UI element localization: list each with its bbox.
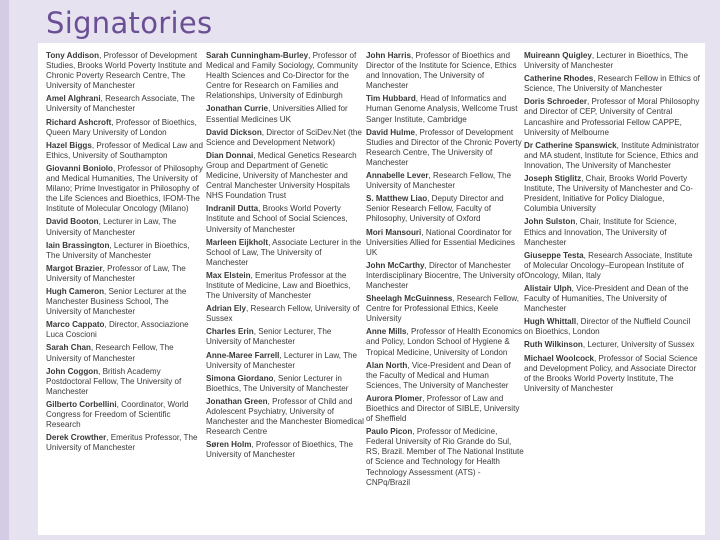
signatories-column-2: [206, 51, 364, 463]
signatory-entry: Giuseppe Testa, Research Associate, Institute of Molecular Oncology–European Institute of Oncology, Milan, Italy: [524, 250, 693, 280]
signatory-name: Giovanni Boniolo: [46, 163, 113, 173]
signatory-role: Professor of Law and Bioethics and Director of SIBLE, University of Sheffield: [366, 393, 520, 424]
signatory-entry: Paulo Picon, Professor of Medicine, Federal University of Rio Grande do Sul, RS, Brazil. Member of The National Institute of Science and Technology for Health Technology Assessment (ATS) - CNPq/Brazil: [366, 427, 524, 487]
signatory-name: Marleen Eijkholt: [206, 237, 269, 247]
signatory-role: Professor of Development Studies and Director of the Chronic Poverty Research Centre, The University of Manchester: [366, 127, 522, 167]
signatory-role: Vice-President and Dean of the Faculty of Humanities, The University of Manchester: [524, 283, 689, 314]
signatory-name: Indranil Dutta: [206, 204, 259, 214]
signatory-name: Charles Erin: [206, 327, 254, 337]
signatory-entry: Hugh Cameron, Senior Lecturer at the Manchester Business School, The University of Manchester: [46, 286, 187, 317]
signatory-name: John McCarthy: [366, 260, 425, 270]
signatory-name: Tony Addison: [46, 51, 100, 60]
signatory-role: National Coordinator for Universities Allied for Essential Medicines UK: [366, 227, 515, 257]
signatory-role: Professor of Medical Law and Ethics, University of Southampton: [46, 140, 204, 160]
signatory-role: Professor of Moral Philosophy and Director of CEP, University of Central Lancashire and Professorial Fellow CAPPE, University of Melbourne: [524, 97, 700, 137]
page-title: Signatories: [46, 6, 213, 40]
signatory-name: Simona Giordano: [206, 373, 274, 383]
signatory-name: Doris Schroeder: [524, 97, 587, 107]
signatory-name: Amel Alghrani: [46, 94, 101, 104]
signatories-column-4: [524, 51, 700, 397]
signatory-entry: Derek Crowther, Emeritus Professor, The University of Manchester: [46, 433, 198, 453]
signatory-entry: Marco Cappato, Director, Associazione Luca Coscioni: [46, 320, 189, 340]
signatory-entry: Joseph Stiglitz, Chair, Brooks World Poverty Institute, The University of Manchester and Co-President, Initiative for Policy Dialogue, Columbia University: [524, 174, 693, 214]
signatory-role: Professor of Bioethics and Director of the Institute for Science, Ethics and Innovation, The University of Manchester: [366, 51, 517, 91]
signatory-entry: Tim Hubbard, Head of Informatics and Human Genome Analysis, Wellcome Trust Sanger Institute, Cambridge: [366, 94, 518, 124]
signatory-role: Chair, Brooks World Poverty Institute, The University of Manchester and Co-President, Initiative for Policy Dialogue, Columbia University: [524, 174, 693, 214]
signatory-entry: Indranil Dutta, Brooks World Poverty Institute and School of Social Sciences, University of Manchester: [206, 204, 348, 234]
signatory-entry: Alan North, Vice-President and Dean of the Faculty of Medical and Human Sciences, The University of Manchester: [366, 360, 511, 390]
signatory-name: Dian Donnai: [206, 150, 254, 160]
signatory-name: Muireann Quigley: [524, 51, 592, 60]
signatory-entry: Mori Mansouri, National Coordinator for Universities Allied for Essential Medicines UK: [366, 227, 515, 257]
signatory-role: Senior Lecturer, The University of Manchester: [206, 327, 332, 347]
signatory-role: Research Fellow in Ethics of Science, The University of Manchester: [524, 74, 700, 94]
signatory-entry: John McCarthy, Director of Manchester Interdisciplinary Biocentre, The University of Manchester: [366, 260, 524, 290]
signatory-name: Hazel Biggs: [46, 140, 92, 150]
signatory-entry: Jonathan Green, Professor of Child and Adolescent Psychiatry, University of Manchester and the Manchester Biomedical Research Centre: [206, 396, 364, 437]
signatory-name: Dr Catherine Spanswick: [524, 140, 617, 150]
signatory-role: Research Fellow, The University of Manchester: [46, 343, 174, 363]
signatory-entry: Sarah Chan, Research Fellow, The University of Manchester: [46, 343, 174, 363]
signatory-name: David Hulme: [366, 127, 416, 137]
signatory-name: Sarah Cunningham-Burley: [206, 51, 309, 60]
signatory-name: David Dickson: [206, 127, 262, 137]
signatory-name: Annabelle Lever: [366, 171, 429, 181]
signatory-name: Sheelagh McGuinness: [366, 294, 453, 304]
signatory-role: Professor of Medicine, Federal University of Rio Grande do Sul, RS, Brazil. Member of The National Institute of Science and Technology for Health Technology Assessment (ATS) - CNPq/Brazil: [366, 427, 524, 487]
signatory-name: S. Matthew Liao: [366, 194, 428, 204]
signatory-entry: Anne Mills, Professor of Health Economics and Policy, London School of Hygiene & Tropical Medicine, University of London: [366, 327, 523, 357]
signatory-role: Research Fellow, Centre for Professional Ethics, Keele University: [366, 294, 519, 324]
signatory-name: Michael Woolcock: [524, 353, 595, 363]
signatory-name: Alistair Ulph: [524, 283, 572, 293]
signatory-entry: Giovanni Boniolo, Professor of Philosophy and Medical Humanities, The University of Milano; Prime Investigator in Philosophy of the Life Sciences and Bioethics, IFOM-The Institute of Molecular Oncology (Milano): [46, 163, 203, 214]
signatory-role: Professor of Philosophy and Medical Humanities, The University of Milano; Prime Investigator in Philosophy of the Life Sciences and Bioethics, IFOM-The Institute of Molecular Oncology (Milano): [46, 163, 203, 214]
signatory-role: Emeritus Professor at the Institute of Medicine, Law and Bioethics, The University of Manchester: [206, 270, 351, 301]
signatory-role: Senior Lecturer at the Manchester Business School, The University of Manchester: [46, 286, 187, 317]
signatory-entry: Annabelle Lever, Research Fellow, The University of Manchester: [366, 171, 512, 191]
signatory-role: Deputy Director and Senior Research Fellow, Faculty of Philosophy, University of Oxford: [366, 194, 504, 224]
signatory-name: Adrian Ely: [206, 304, 247, 314]
signatory-entry: Doris Schroeder, Professor of Moral Philosophy and Director of CEP, University of Central Lancashire and Professorial Fellow CAPPE, University of Melbourne: [524, 97, 700, 137]
signatory-name: Catherine Rhodes: [524, 74, 594, 84]
signatory-entry: Sheelagh McGuinness, Research Fellow, Centre for Professional Ethics, Keele University: [366, 294, 519, 324]
signatory-role: Universities Allied for Essential Medicines UK: [206, 104, 348, 124]
signatory-role: Head of Informatics and Human Genome Analysis, Wellcome Trust Sanger Institute, Cambridge: [366, 94, 518, 124]
signatory-role: Professor of Child and Adolescent Psychiatry, University of Manchester and the Manchester Biomedical Research Centre: [206, 396, 364, 437]
signatory-entry: Iain Brassington, Lecturer in Bioethics, The University of Manchester: [46, 240, 190, 260]
signatory-name: Joseph Stiglitz: [524, 174, 582, 184]
signatories-column-1: [46, 51, 203, 456]
signatory-entry: Tony Addison, Professor of Development Studies, Brooks World Poverty Institute and Chronic Poverty Research Centre, The University of Manchester: [46, 51, 202, 91]
signatory-entry: Hugh Whittall, Director of the Nuffield Council on Bioethics, London: [524, 317, 691, 337]
signatory-entry: John Sulston, Chair, Institute for Science, Ethics and Innovation, The University of Manchester: [524, 217, 677, 247]
signatory-name: Sarah Chan: [46, 343, 91, 353]
signatory-name: John Harris: [366, 51, 411, 60]
signatory-entry: David Hulme, Professor of Development Studies and Director of the Chronic Poverty Research Centre, The University of Manchester: [366, 127, 522, 167]
signatory-role: Institute Administrator and MA student, Institute for Science, Ethics and Innovation, The University of Manchester: [524, 140, 699, 170]
signatory-name: Iain Brassington: [46, 240, 110, 250]
signatory-entry: John Harris, Professor of Bioethics and Director of the Institute for Science, Ethics and Innovation, The University of Manchester: [366, 51, 517, 91]
signatory-name: David Booton: [46, 217, 99, 227]
signatory-role: Research Fellow, University of Sussex: [206, 304, 360, 324]
signatory-entry: Max Elstein, Emeritus Professor at the Institute of Medicine, Law and Bioethics, The University of Manchester: [206, 270, 351, 301]
signatory-role: Medical Genetics Research Group and Department of Genetic Medicine, University of Manchester and Central Manchester University Hospitals NHS Foundation Trust: [206, 150, 357, 201]
left-accent-bar: [0, 0, 9, 540]
signatory-name: Paulo Picon: [366, 427, 413, 437]
signatory-entry: Catherine Rhodes, Research Fellow in Ethics of Science, The University of Manchester: [524, 74, 700, 94]
signatory-entry: Aurora Plomer, Professor of Law and Bioethics and Director of SIBLE, University of Sheffield: [366, 393, 520, 424]
signatory-entry: Hazel Biggs, Professor of Medical Law and Ethics, University of Southampton: [46, 140, 204, 160]
signatory-entry: Anne-Maree Farrell, Lecturer in Law, The University of Manchester: [206, 350, 358, 370]
signatory-role: Professor of Bioethics, The University of Manchester: [206, 440, 353, 460]
signatory-name: Aurora Plomer: [366, 393, 423, 403]
signatory-entry: Søren Holm, Professor of Bioethics, The University of Manchester: [206, 440, 353, 460]
signatory-entry: Dr Catherine Spanswick, Institute Administrator and MA student, Institute for Science, Ethics and Innovation, The University of Manchester: [524, 140, 699, 170]
signatories-column-3: [366, 51, 524, 491]
signatory-name: Margot Brazier: [46, 263, 103, 273]
signatory-entry: S. Matthew Liao, Deputy Director and Senior Research Fellow, Faculty of Philosophy, University of Oxford: [366, 194, 504, 224]
signatory-role: Associate Lecturer in the School of Law, The University of Manchester: [206, 237, 362, 267]
signatories-panel: [38, 43, 705, 535]
signatory-entry: Adrian Ely, Research Fellow, University of Sussex: [206, 304, 360, 324]
signatory-role: Professor of Medical and Family Sociology, Community Health Sciences and Co-Director for the Centre for Research on Families and Relationships, University of Edinburgh: [206, 51, 358, 101]
signatory-role: Director, Associazione Luca Coscioni: [46, 320, 189, 340]
signatory-role: Professor of Bioethics, Queen Mary University of London: [46, 117, 197, 137]
signatory-role: Brooks World Poverty Institute and School of Social Sciences, University of Manchester: [206, 204, 348, 234]
signatory-entry: David Booton, Lecturer in Law, The University of Manchester: [46, 217, 177, 237]
signatory-entry: Charles Erin, Senior Lecturer, The University of Manchester: [206, 327, 332, 347]
signatory-role: Lecturer in Bioethics, The University of Manchester: [46, 240, 190, 260]
signatory-entry: Sarah Cunningham-Burley, Professor of Medical and Family Sociology, Community Health Sciences and Co-Director for the Centre for Research on Families and Relationships, University of Edinburgh: [206, 51, 358, 101]
signatory-name: Gilberto Corbellini: [46, 399, 117, 409]
signatory-role: Lecturer in Law, The University of Manchester: [206, 350, 358, 370]
signatory-role: Director of SciDev.Net (the Science and Development Network): [206, 127, 362, 147]
signatory-name: Tim Hubbard: [366, 94, 416, 104]
signatory-entry: Marleen Eijkholt, Associate Lecturer in the School of Law, The University of Manchester: [206, 237, 362, 267]
signatory-role: Director of Manchester Interdisciplinary Biocentre, The University of Manchester: [366, 260, 524, 290]
signatory-entry: Gilberto Corbellini, Coordinator, World Congress for Freedom of Scientific Research: [46, 399, 189, 430]
signatory-entry: Dian Donnai, Medical Genetics Research Group and Department of Genetic Medicine, University of Manchester and Central Manchester University Hospitals NHS Foundation Trust: [206, 150, 357, 201]
signatory-entry: John Coggon, British Academy Postdoctoral Fellow, The University of Manchester: [46, 366, 182, 396]
signatory-role: Lecturer in Law, The University of Manchester: [46, 217, 177, 237]
signatory-role: Senior Lecturer in Bioethics, The University of Manchester: [206, 373, 349, 393]
signatory-entry: David Dickson, Director of SciDev.Net (the Science and Development Network): [206, 127, 362, 147]
signatory-role: Emeritus Professor, The University of Manchester: [46, 433, 198, 453]
signatory-name: Søren Holm: [206, 440, 252, 450]
signatory-role: Vice-President and Dean of the Faculty of Medical and Human Sciences, The University of Manchester: [366, 360, 511, 390]
signatory-name: Jonathan Green: [206, 396, 268, 406]
signatory-entry: Margot Brazier, Professor of Law, The University of Manchester: [46, 263, 186, 283]
signatory-name: John Coggon: [46, 366, 99, 376]
signatory-name: John Sulston: [524, 217, 576, 227]
signatory-role: Research Associate, The University of Manchester: [46, 94, 195, 114]
signatory-name: Jonathan Currie: [206, 104, 269, 114]
signatory-entry: Alistair Ulph, Vice-President and Dean of the Faculty of Humanities, The University of Manchester: [524, 283, 689, 314]
signatory-role: British Academy Postdoctoral Fellow, The University of Manchester: [46, 366, 182, 396]
signatory-role: Professor of Social Science and Development Policy, and Associate Director of the Brooks World Poverty Institute, The University of Manchester: [524, 353, 698, 393]
signatory-entry: Michael Woolcock, Professor of Social Science and Development Policy, and Associate Director of the Brooks World Poverty Institute, The University of Manchester: [524, 353, 698, 393]
signatory-entry: Jonathan Currie, Universities Allied for Essential Medicines UK: [206, 104, 348, 124]
signatory-role: Director of the Nuffield Council on Bioethics, London: [524, 317, 691, 337]
signatory-entry: Simona Giordano, Senior Lecturer in Bioethics, The University of Manchester: [206, 373, 349, 393]
signatory-name: Ruth Wilkinson: [524, 340, 583, 350]
signatory-name: Hugh Whittall: [524, 317, 577, 327]
signatory-entry: Ruth Wilkinson, Lecturer, University of Sussex: [524, 340, 695, 350]
signatory-role: Professor of Health Economics and Policy, London School of Hygiene & Tropical Medicine, University of London: [366, 327, 523, 357]
signatory-name: Hugh Cameron: [46, 286, 105, 296]
signatory-entry: Amel Alghrani, Research Associate, The University of Manchester: [46, 94, 195, 114]
signatory-name: Richard Ashcroft: [46, 117, 112, 127]
signatory-name: Mori Mansouri: [366, 227, 422, 237]
signatory-entry: Muireann Quigley, Lecturer in Bioethics, The University of Manchester: [524, 51, 689, 71]
signatory-name: Anne Mills: [366, 327, 407, 337]
signatory-role: Lecturer, University of Sussex: [587, 340, 695, 350]
signatory-name: Max Elstein: [206, 270, 251, 280]
signatory-role: Research Associate, Institute of Molecular Oncology–European Institute of Oncology, Milan, Italy: [524, 250, 693, 280]
signatory-name: Anne-Maree Farrell: [206, 350, 280, 360]
signatory-role: Professor of Law, The University of Manchester: [46, 263, 186, 283]
signatory-entry: Richard Ashcroft, Professor of Bioethics, Queen Mary University of London: [46, 117, 197, 137]
signatory-name: Derek Crowther: [46, 433, 107, 443]
signatory-name: Marco Cappato: [46, 320, 105, 330]
signatory-role: Research Fellow, The University of Manchester: [366, 171, 512, 191]
signatory-role: Lecturer in Bioethics, The University of Manchester: [524, 51, 689, 71]
signatory-name: Giuseppe Testa: [524, 250, 584, 260]
signatory-role: Professor of Development Studies, Brooks World Poverty Institute and Chronic Poverty Research Centre, The University of Manchester: [46, 51, 202, 91]
signatory-role: Chair, Institute for Science, Ethics and Innovation, The University of Manchester: [524, 217, 677, 247]
signatory-role: Coordinator, World Congress for Freedom of Scientific Research: [46, 399, 189, 430]
signatory-name: Alan North: [366, 360, 408, 370]
